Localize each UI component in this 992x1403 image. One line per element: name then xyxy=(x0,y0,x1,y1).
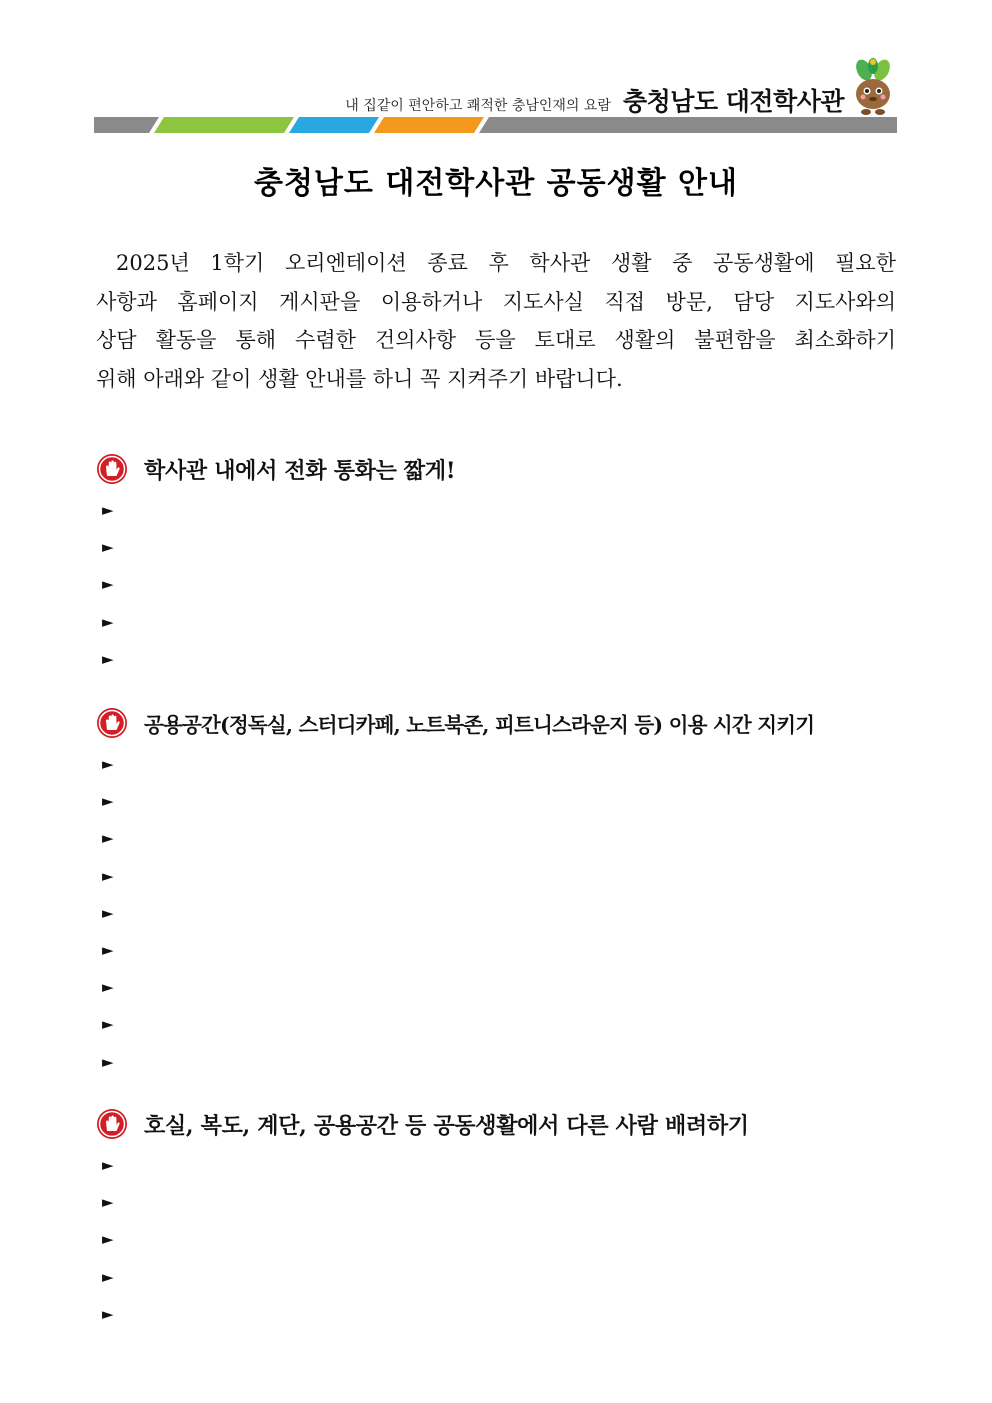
intro-line: 2025년 1학기 오리엔테이션 종료 후 학사관 생활 중 공동생활에 필요한 xyxy=(116,251,896,275)
list-item xyxy=(96,968,906,1005)
section-title: 호실, 복도, 계단, 공용공간 등 공동생활에서 다른 사람 배려하기 xyxy=(144,1112,749,1139)
bullet-arrow-icon: ► xyxy=(102,903,114,922)
list-item xyxy=(96,782,906,819)
section-heading xyxy=(96,703,906,743)
intro-paragraph xyxy=(96,244,896,398)
rule-list xyxy=(96,491,906,677)
bullet-arrow-icon: ► xyxy=(102,792,114,811)
list-item xyxy=(96,1005,906,1042)
page-header xyxy=(94,58,900,118)
bullet-arrow-icon: ► xyxy=(102,649,114,668)
header-text xyxy=(345,82,844,118)
list-item xyxy=(96,603,906,640)
list-item xyxy=(96,1146,906,1183)
bullet-arrow-icon: ► xyxy=(102,1304,114,1323)
section-heading xyxy=(96,1104,906,1144)
stop-hand-icon xyxy=(96,1108,128,1140)
page-title: 충청남도 대전학사관 공동생활 안내 xyxy=(253,166,739,201)
header-brand: 충청남도 대전학사관 xyxy=(622,87,844,116)
intro-line: 사항과 홈페이지 게시판을 이용하거나 지도사실 직접 방문, 담당 지도사와의 xyxy=(96,289,896,314)
bullet-arrow-icon: ► xyxy=(102,755,114,773)
intro-line: 위해 아래와 같이 생활 안내를 하니 꼭 지켜주기 바랍니다. xyxy=(96,366,623,391)
bullet-arrow-icon: ► xyxy=(102,575,114,594)
list-item xyxy=(96,1183,906,1220)
bullet-arrow-icon: ► xyxy=(102,1267,114,1286)
list-item xyxy=(96,894,906,931)
section-title: 학사관 내에서 전화 통화는 짧게! xyxy=(144,457,456,484)
stop-hand-icon xyxy=(96,453,128,485)
bullet-arrow-icon: ► xyxy=(102,829,114,848)
list-item xyxy=(96,1043,906,1080)
section-phone-calls xyxy=(96,449,906,677)
list-item xyxy=(96,1295,906,1332)
rule-list xyxy=(96,745,906,1080)
list-item xyxy=(96,931,906,968)
list-item xyxy=(96,1258,906,1295)
bullet-arrow-icon: ► xyxy=(102,1193,114,1212)
bullet-arrow-icon: ► xyxy=(102,501,114,519)
list-item xyxy=(96,491,906,528)
bullet-arrow-icon: ► xyxy=(102,612,114,631)
header-color-band xyxy=(94,117,897,133)
bullet-arrow-icon: ► xyxy=(102,1230,114,1249)
list-item xyxy=(96,640,906,677)
list-item xyxy=(96,565,906,602)
list-item xyxy=(96,745,906,782)
header-tagline: 내 집같이 편안하고 쾌적한 충남인재의 요람 xyxy=(345,98,611,114)
list-item xyxy=(96,1220,906,1257)
bullet-arrow-icon: ► xyxy=(102,866,114,885)
list-item xyxy=(96,819,906,856)
bullet-arrow-icon: ► xyxy=(102,1156,114,1174)
section-common-spaces xyxy=(96,703,906,1080)
list-item xyxy=(96,857,906,894)
bullet-arrow-icon: ► xyxy=(102,538,114,557)
bullet-arrow-icon: ► xyxy=(102,941,114,960)
section-title: 공용공간(정독실, 스터디카페, 노트북존, 피트니스라운지 등) 이용 시간 지키기 xyxy=(144,713,815,737)
stop-hand-icon xyxy=(96,707,128,739)
bullet-arrow-icon: ► xyxy=(102,978,114,997)
bullet-arrow-icon: ► xyxy=(102,1015,114,1034)
section-heading xyxy=(96,449,906,489)
rule-list xyxy=(96,1146,906,1332)
bullet-arrow-icon: ► xyxy=(102,1052,114,1071)
mascot-logo-icon xyxy=(846,58,900,118)
intro-line: 상담 활동을 통해 수렴한 건의사항 등을 토대로 생활의 불편함을 최소화하기 xyxy=(96,328,896,352)
list-item xyxy=(96,528,906,565)
section-consideration xyxy=(96,1104,906,1332)
